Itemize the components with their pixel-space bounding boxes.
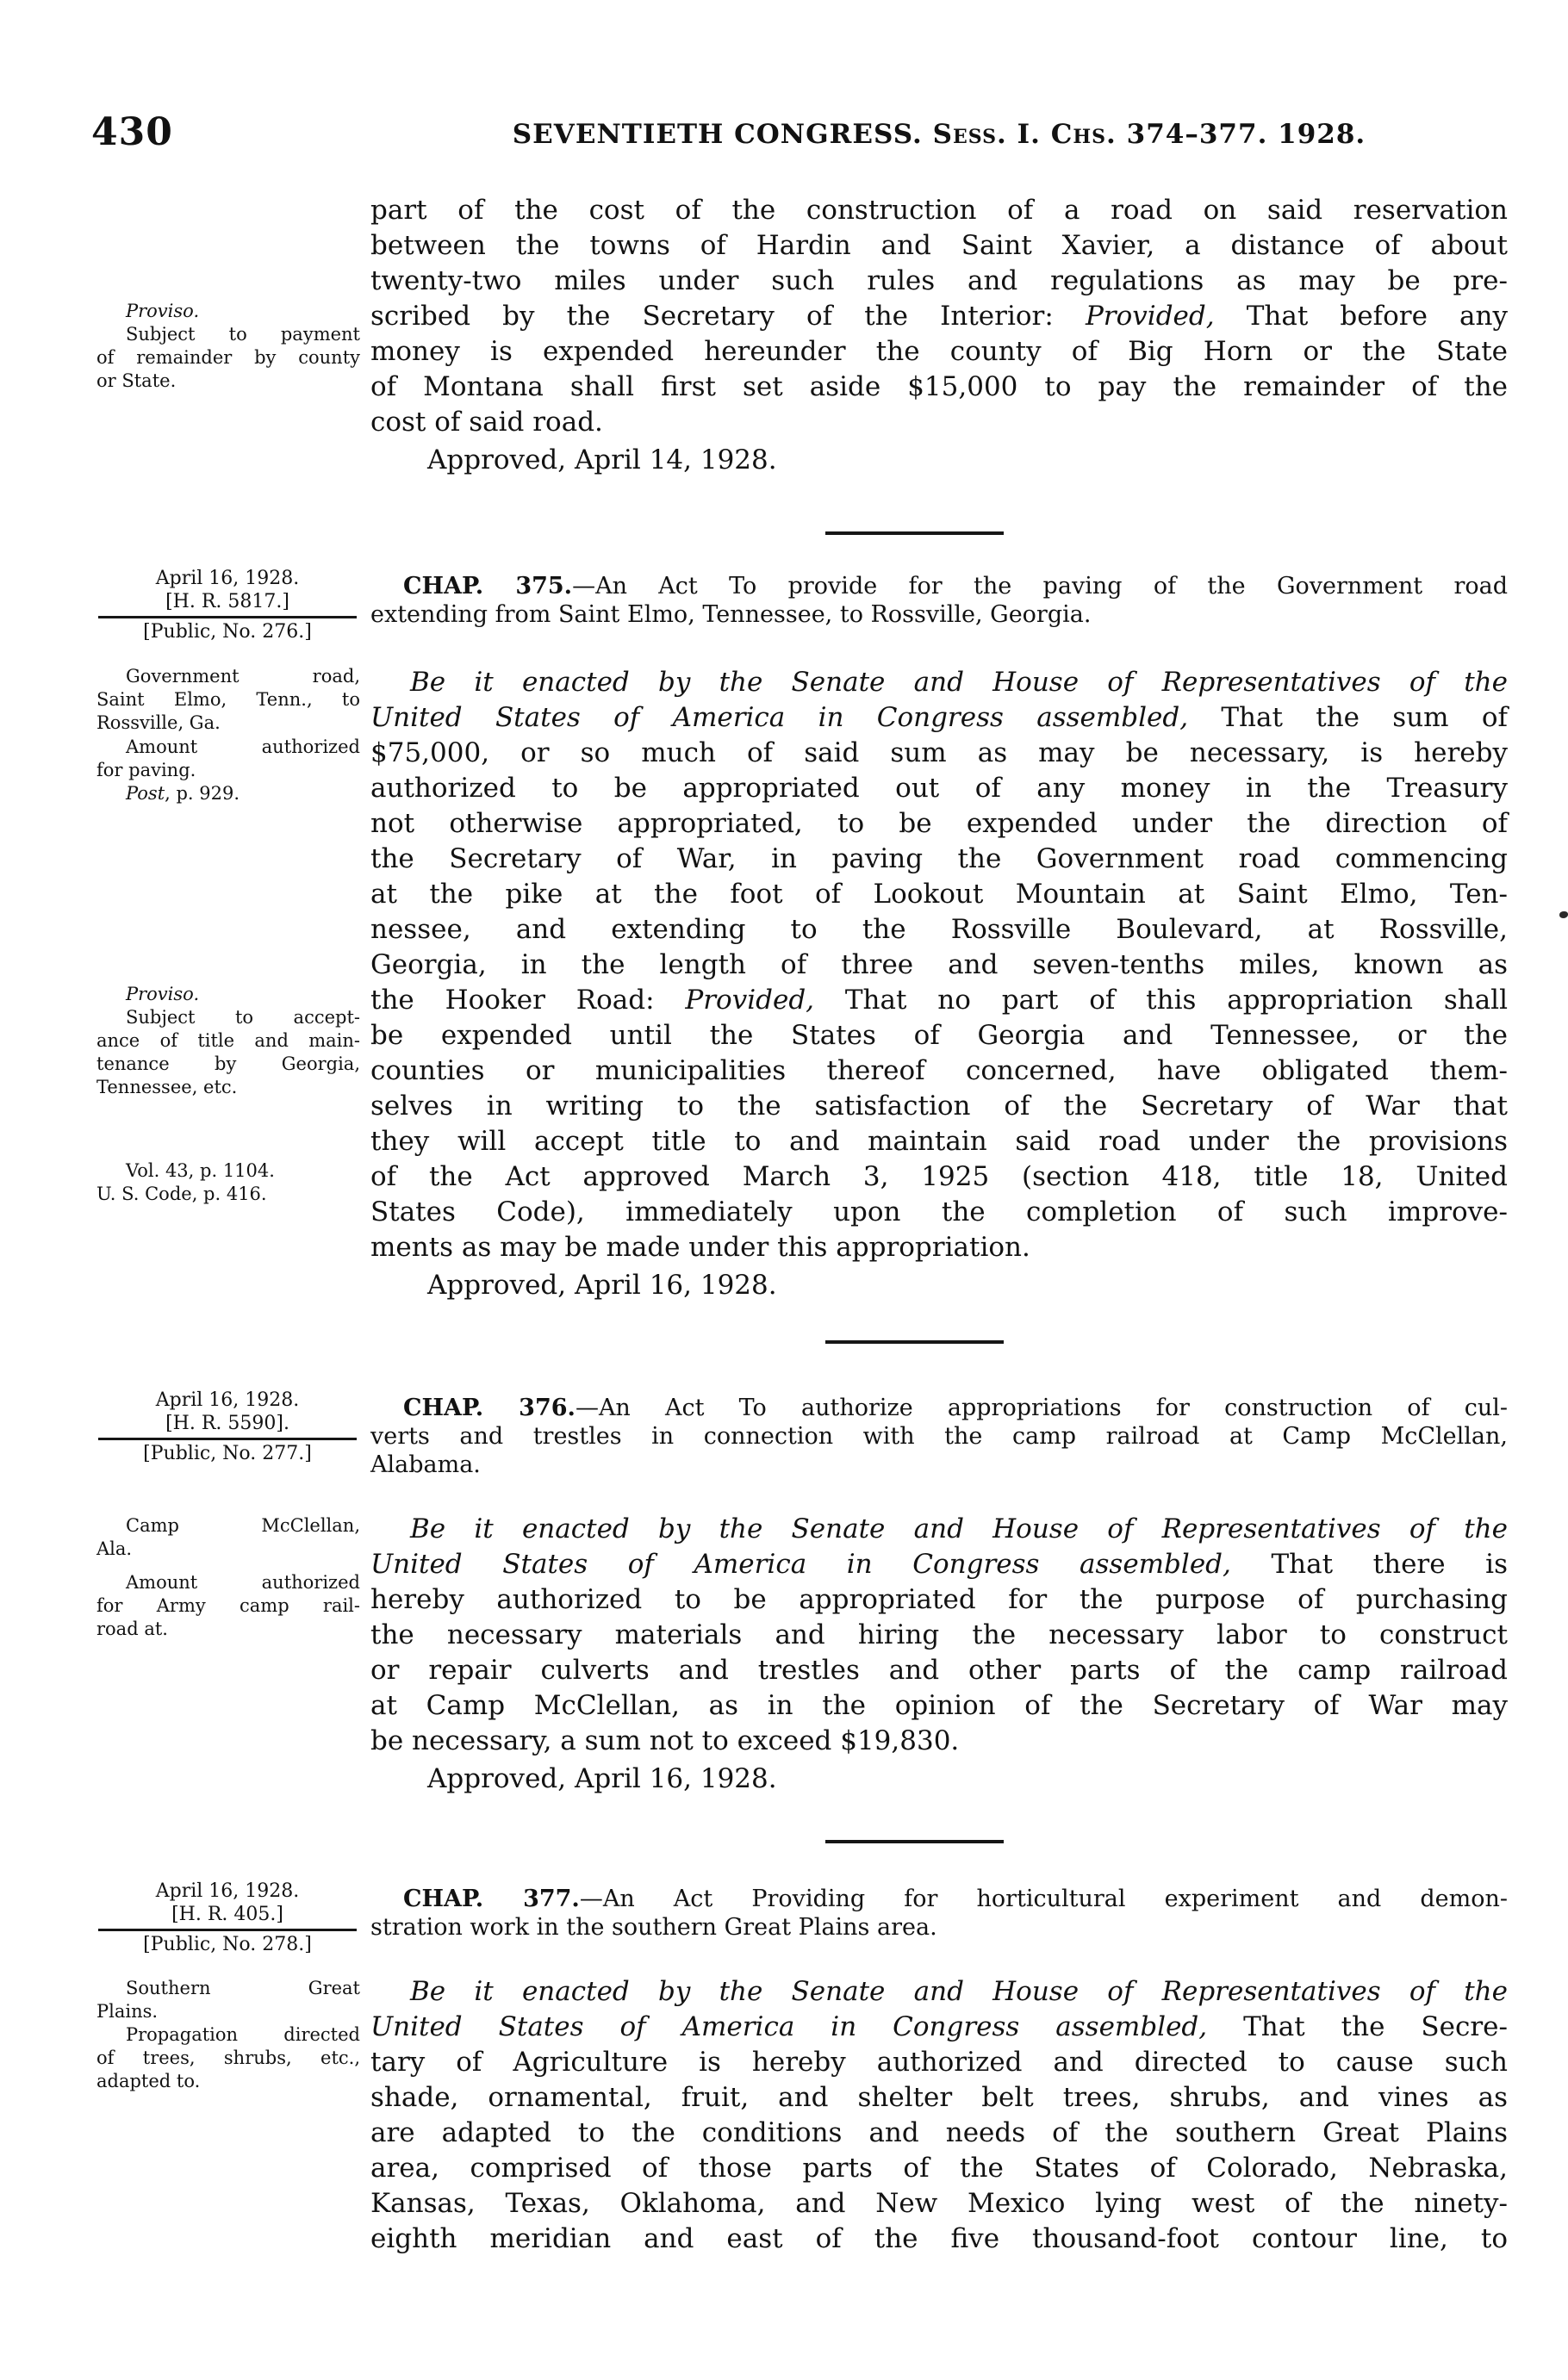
statute-line-segment: the Hooker Road: xyxy=(370,985,686,1016)
statute-line: are adapted to the conditions and needs of the southern Great Plains xyxy=(370,2117,1508,2148)
side-citation-date: April 16, 1928. xyxy=(155,568,300,589)
margin-note-line: Tennessee, etc. xyxy=(96,1077,238,1097)
margin-note-line: for paving. xyxy=(96,760,196,780)
chapter-label: CHAP. 377. xyxy=(403,1886,580,1912)
statute-line: $75,000, or so much of said sum as may be necessary, is hereby xyxy=(370,737,1508,768)
statute-line-segment: That the sum of xyxy=(1188,702,1508,733)
statute-line: authorized to be appropriated out of any money in the Treasury xyxy=(370,773,1508,804)
statute-line: States Code), immediately upon the completion of such improve- xyxy=(370,1196,1508,1227)
statute-line xyxy=(370,2010,1508,2045)
statute-line: at the pike at the foot of Lookout Mountain at Saint Elmo, Ten- xyxy=(370,879,1508,910)
margin-note-propagation xyxy=(96,2023,360,2093)
enacting-clause-line: Be it enacted by the Senate and House of Representatives of the xyxy=(410,1976,1508,2007)
side-citation-376 xyxy=(98,1389,357,1465)
act-title-segment: —An Act To authorize appropriations for construction of cul- xyxy=(575,1395,1508,1421)
enacting-clause-segment: United States of America in Congress assembled, xyxy=(370,1549,1231,1580)
margin-note-line: Government road, xyxy=(126,666,360,687)
margin-note-line xyxy=(96,782,360,805)
statute-line: the necessary materials and hiring the necessary labor to construct xyxy=(370,1619,1508,1650)
statute-line xyxy=(370,299,1508,334)
post-reference: Post xyxy=(126,783,165,804)
margin-note-line: Subject to payment xyxy=(126,324,360,345)
chapter-heading-377 xyxy=(370,1885,1508,1942)
proviso-term: Provided, xyxy=(685,985,815,1016)
approval-line-376: Approved, April 16, 1928. xyxy=(427,1763,777,1794)
chapter-heading-line: Alabama. xyxy=(370,1451,481,1478)
statute-line: Georgia, in the length of three and seven-tenths miles, known as xyxy=(370,949,1508,980)
side-citation-rule xyxy=(98,1929,357,1931)
act-375-text xyxy=(370,665,1508,1265)
section-divider-rule xyxy=(825,531,1004,535)
margin-note-line: Subject to accept- xyxy=(126,1007,360,1028)
margin-note-line: for Army camp rail- xyxy=(96,1595,360,1616)
chapter-label: CHAP. 376. xyxy=(403,1395,576,1421)
enacting-clause-line: Be it enacted by the Senate and House of Representatives of the xyxy=(410,667,1508,698)
margin-note-line: or State. xyxy=(96,370,177,391)
bill-number: [H. R. 5590]. xyxy=(165,1413,289,1434)
margin-note-line: Amount authorized xyxy=(126,1572,360,1593)
side-citation-rule xyxy=(98,1438,357,1440)
side-citation-date: April 16, 1928. xyxy=(155,1880,300,1902)
statute-line: cost of said road. xyxy=(370,407,603,438)
statute-line-segment: scribed by the Secretary of the Interior: xyxy=(370,301,1086,332)
post-reference-page: , p. 929. xyxy=(165,783,240,804)
act-377-text xyxy=(370,1974,1508,2257)
chapter-heading-line xyxy=(370,1885,1508,1913)
margin-note-line: U. S. Code, p. 416. xyxy=(96,1184,267,1204)
statute-line-segment: That there is xyxy=(1230,1549,1509,1580)
chapter-heading-line xyxy=(370,572,1508,600)
page-number: 430 xyxy=(91,110,173,154)
enacting-clause-line: Be it enacted by the Senate and House of Representatives of the xyxy=(410,1513,1508,1544)
margin-note-line: Proviso. xyxy=(126,984,200,1004)
statute-line-segment: That before any xyxy=(1214,301,1508,332)
statute-line: of Montana shall first set aside $15,000 to pay the remainder of the xyxy=(370,371,1508,402)
side-citation-date: April 16, 1928. xyxy=(155,1389,300,1411)
statute-line: they will accept title to and maintain said road under the provisions xyxy=(370,1126,1508,1157)
statute-line: the Secretary of War, in paving the Government road commencing xyxy=(370,843,1508,874)
margin-note-amount-authorized-376 xyxy=(96,1571,360,1641)
margin-note-line: Camp McClellan, xyxy=(126,1515,360,1536)
margin-note-line: Amount authorized xyxy=(126,736,360,757)
statute-line: shade, ornamental, fruit, and shelter belt trees, shrubs, and vines as xyxy=(370,2082,1508,2113)
statute-line: counties or municipalities thereof concerned, have obligated them- xyxy=(370,1055,1508,1086)
proviso-term: Provided, xyxy=(1085,301,1215,332)
statute-line: money is expended hereunder the county of Big Horn or the State xyxy=(370,336,1508,367)
act-title-segment: —An Act To provide for the paving of the Government road xyxy=(572,573,1508,600)
margin-note-line: Plains. xyxy=(96,2001,159,2022)
statute-line: be expended until the States of Georgia and Tennessee, or the xyxy=(370,1020,1508,1051)
side-citation-377 xyxy=(98,1880,357,1956)
statute-line: or repair culverts and trestles and other parts of the camp railroad xyxy=(370,1655,1508,1686)
margin-note-government-road xyxy=(96,665,360,735)
margin-note-line: of remainder by county xyxy=(96,347,360,368)
bill-number: [H. R. 405.] xyxy=(171,1904,283,1925)
statute-line: at Camp McClellan, as in the opinion of the Secretary of War may xyxy=(370,1690,1508,1721)
margin-note-line: tenance by Georgia, xyxy=(96,1053,360,1074)
margin-note-line: Vol. 43, p. 1104. xyxy=(126,1160,275,1181)
statute-line: ments as may be made under this appropriation. xyxy=(370,1232,1030,1263)
margin-note-camp-mcclellan xyxy=(96,1514,360,1561)
chapter-label: CHAP. 375. xyxy=(403,573,573,600)
side-citation-375 xyxy=(98,567,357,643)
statute-line: Kansas, Texas, Oklahoma, and New Mexico lying west of the ninety- xyxy=(370,2188,1508,2219)
statute-line: between the towns of Hardin and Saint Xavier, a distance of about xyxy=(370,230,1508,261)
public-law-number: [Public, No. 276.] xyxy=(143,621,312,643)
bill-number: [H. R. 5817.] xyxy=(165,591,289,612)
margin-note-southern-plains xyxy=(96,1977,360,2023)
margin-note-vol-citation xyxy=(96,1159,360,1206)
statute-line: hereby authorized to be appropriated for the purpose of purchasing xyxy=(370,1584,1508,1615)
statute-line xyxy=(370,700,1508,736)
public-law-number: [Public, No. 278.] xyxy=(143,1934,312,1955)
margin-note-proviso-374 xyxy=(96,300,360,393)
running-header xyxy=(370,119,1508,150)
statute-line xyxy=(370,1547,1508,1582)
section-divider-rule xyxy=(825,1340,1004,1344)
approval-line-375: Approved, April 16, 1928. xyxy=(427,1270,777,1301)
margin-note-line: Proviso. xyxy=(126,301,200,321)
public-law-number: [Public, No. 277.] xyxy=(143,1443,312,1464)
statute-line: selves in writing to the satisfaction of the Secretary of War that xyxy=(370,1091,1508,1122)
chapter-heading-376 xyxy=(370,1394,1508,1479)
enacting-clause-segment: United States of America in Congress assembled, xyxy=(370,2011,1208,2042)
margin-note-line: ance of title and main- xyxy=(96,1030,360,1051)
margin-note-line: adapted to. xyxy=(96,2071,201,2091)
ink-speck-artifact xyxy=(1559,911,1568,918)
statute-line: area, comprised of those parts of the States of Colorado, Nebraska, xyxy=(370,2153,1508,2184)
margin-note-line: Rossville, Ga. xyxy=(96,712,221,733)
running-header-session-chapters: Sess. I. Chs. 374–377. 1928. xyxy=(932,119,1366,150)
statute-line: twenty-two miles under such rules and regulations as may be pre- xyxy=(370,265,1508,296)
margin-note-amount-authorized xyxy=(96,736,360,782)
chapter-heading-375 xyxy=(370,572,1508,629)
chapter-heading-line: extending from Saint Elmo, Tennessee, to Rossville, Georgia. xyxy=(370,601,1092,628)
statute-line: nessee, and extending to the Rossville Boulevard, at Rossville, xyxy=(370,914,1508,945)
act-title-segment: —An Act Providing for horticultural experiment and demon- xyxy=(579,1886,1508,1912)
approval-line-374: Approved, April 14, 1928. xyxy=(427,444,777,475)
enacting-clause-segment: United States of America in Congress assembled, xyxy=(370,702,1189,733)
statute-line xyxy=(370,983,1508,1018)
chapter-heading-line: verts and trestles in connection with the camp railroad at Camp McClellan, xyxy=(370,1423,1508,1450)
act-374-continuation-text xyxy=(370,193,1508,440)
running-header-congress: SEVENTIETH CONGRESS. xyxy=(512,119,923,150)
section-divider-rule xyxy=(825,1840,1004,1843)
statute-line: tary of Agriculture is hereby authorized and directed to cause such xyxy=(370,2047,1508,2078)
margin-note-post-citation xyxy=(96,782,360,805)
act-376-text xyxy=(370,1512,1508,1759)
margin-note-line: of trees, shrubs, etc., xyxy=(96,2048,360,2068)
chapter-heading-line: stration work in the southern Great Plains area. xyxy=(370,1914,937,1941)
margin-note-line: road at. xyxy=(96,1619,168,1639)
statute-line-segment: That no part of this appropriation shall xyxy=(814,985,1508,1016)
statute-line: of the Act approved March 3, 1925 (section 418, title 18, United xyxy=(370,1161,1508,1192)
statute-line: eighth meridian and east of the five thousand-foot contour line, to xyxy=(370,2223,1508,2254)
side-citation-rule xyxy=(98,616,357,618)
margin-note-line: Southern Great xyxy=(126,1978,360,1998)
statute-line-segment: That the Secre- xyxy=(1207,2011,1509,2042)
statute-line: part of the cost of the construction of a road on said reservation xyxy=(370,195,1508,226)
statute-line: not otherwise appropriated, to be expended under the direction of xyxy=(370,808,1508,839)
margin-note-line: Propagation directed xyxy=(126,2024,360,2045)
statute-line: be necessary, a sum not to exceed $19,830. xyxy=(370,1725,960,1756)
margin-note-proviso-375 xyxy=(96,983,360,1099)
margin-note-line: Ala. xyxy=(96,1538,133,1559)
chapter-heading-line xyxy=(370,1394,1508,1422)
margin-note-line: Saint Elmo, Tenn., to xyxy=(96,689,360,710)
